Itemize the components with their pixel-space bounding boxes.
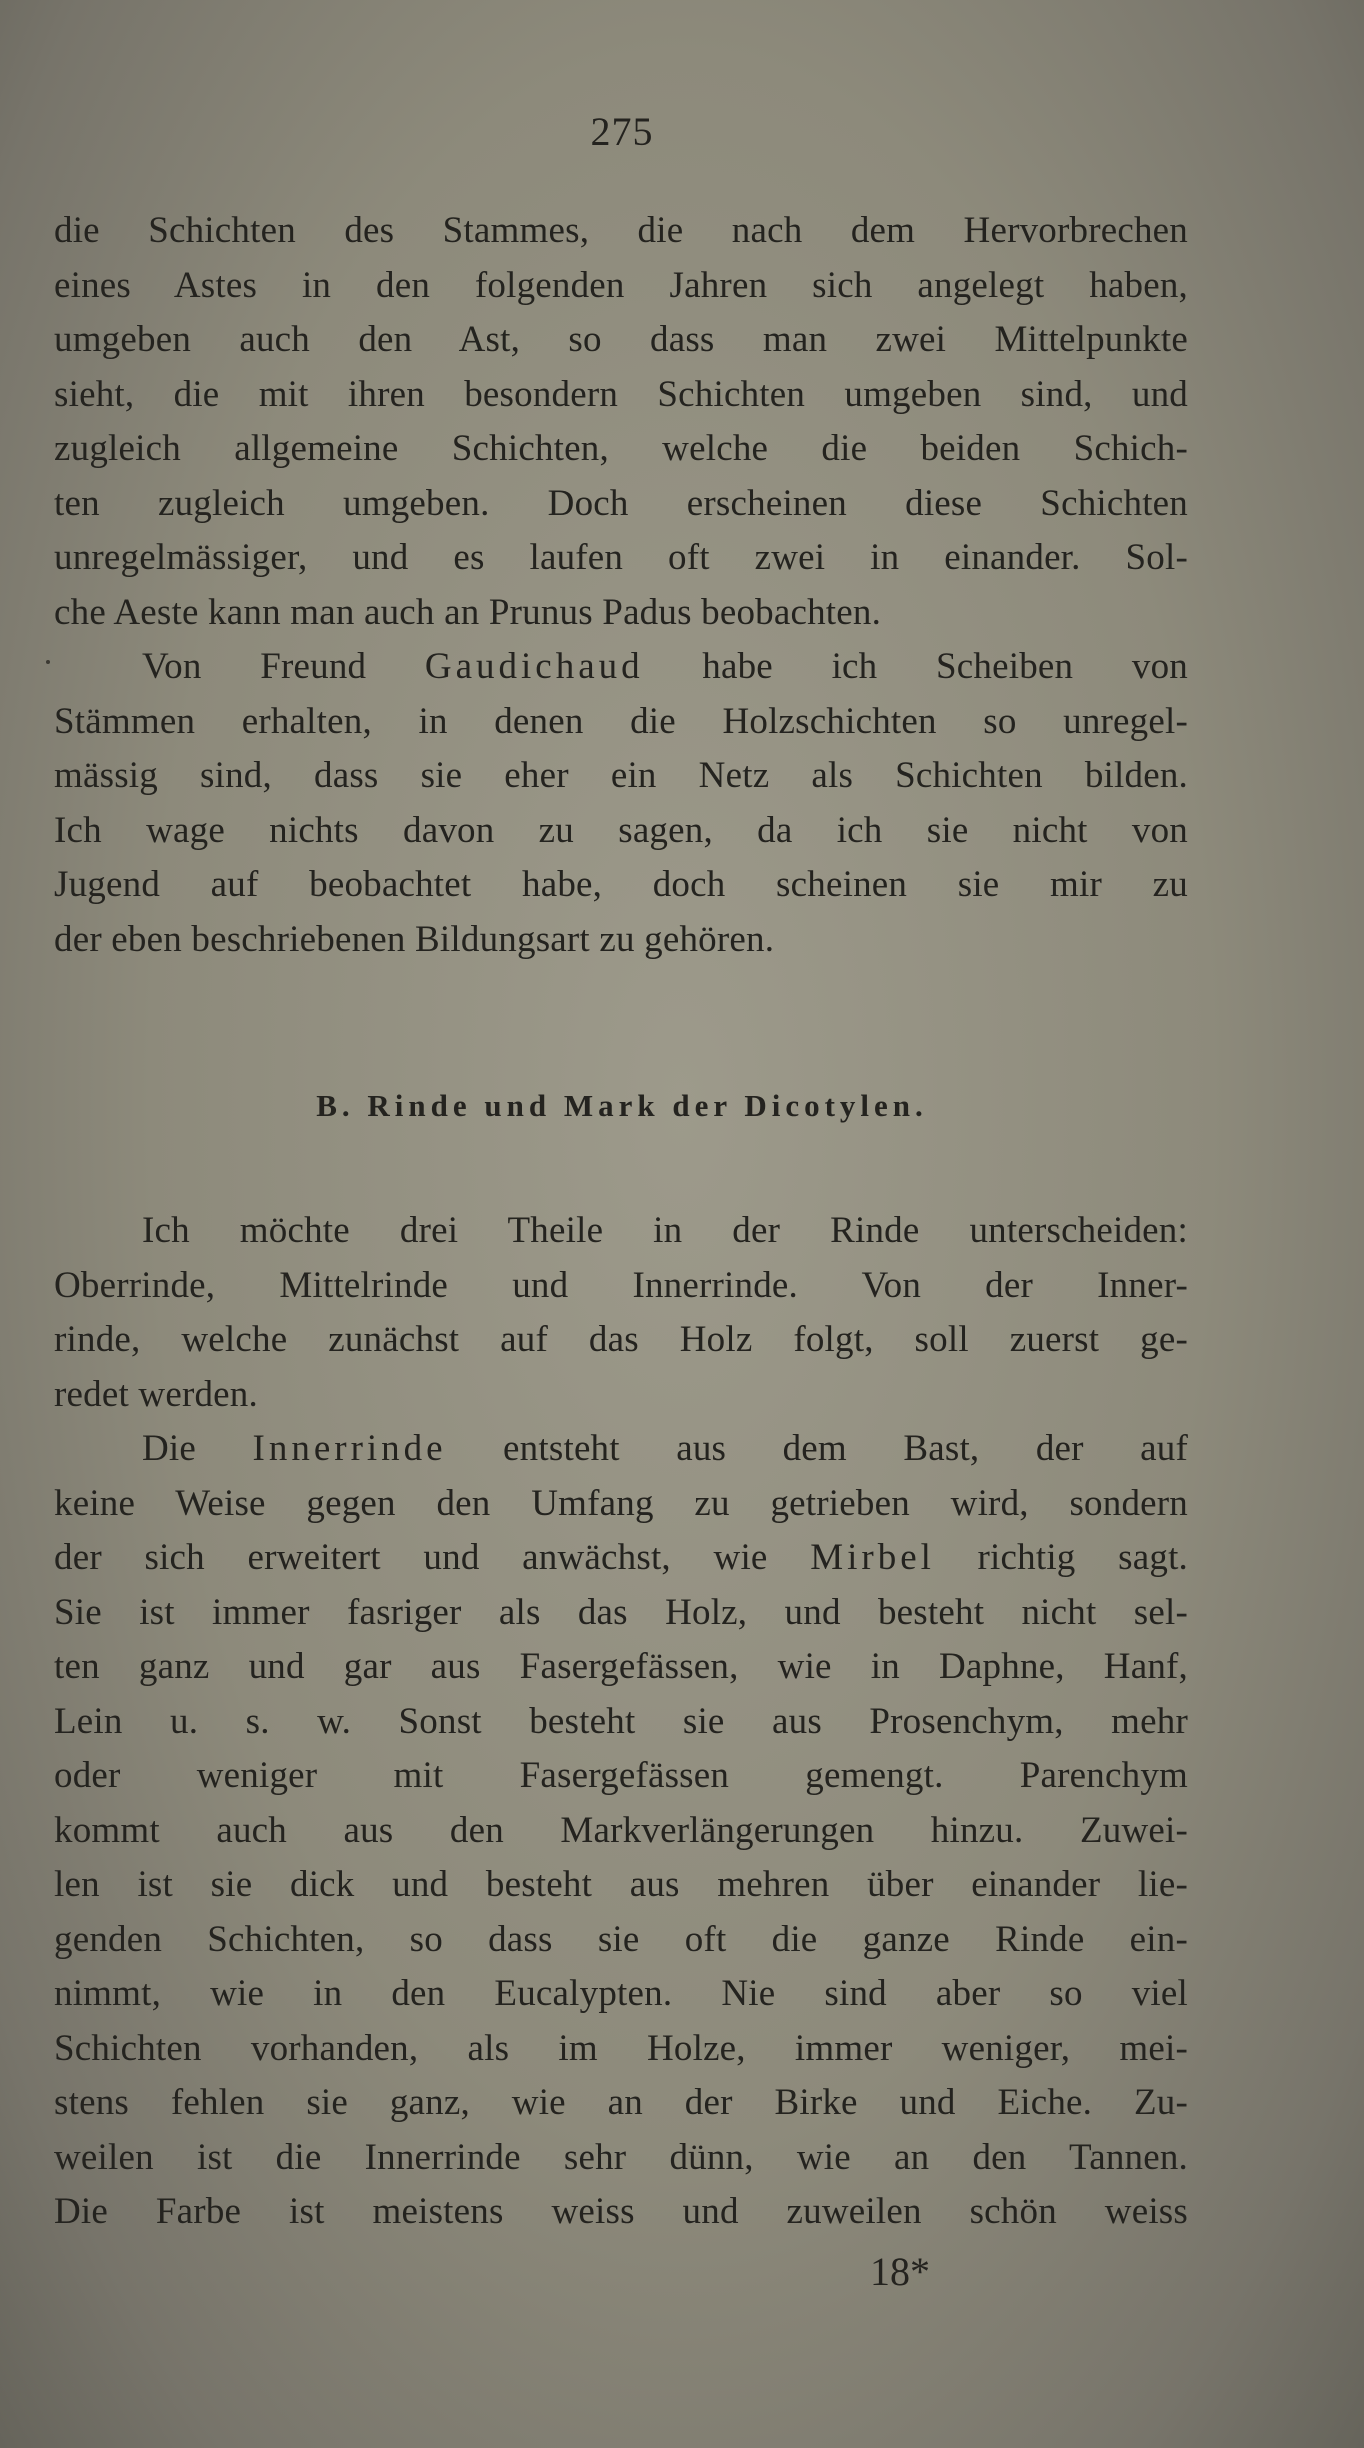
paragraph-4 — [54, 1422, 1188, 2240]
text-line: weilen ist die Innerrinde sehr dünn, wie an den Tannen. — [54, 2136, 1188, 2178]
person-name-mirbel: Mirbel — [810, 1537, 935, 1578]
text-line: mässig sind, dass sie eher ein Netz als Schichten bilden. — [54, 755, 1188, 796]
text-line: len ist sie dick und besteht aus mehren über einander lie- — [54, 1864, 1188, 1905]
text-line: umgeben auch den Ast, so dass man zwei Mittelpunkte — [54, 319, 1188, 360]
text-line: rinde, welche zunächst auf das Holz folgt, soll zuerst ge- — [54, 1319, 1188, 1360]
text-fragment: habe ich Scheiben von — [643, 646, 1188, 687]
text-line: Lein u. s. w. Sonst besteht sie aus Prosenchym, mehr — [54, 1700, 1188, 1742]
text-line: Sie ist immer fasriger als das Holz, und besteht nicht sel- — [54, 1591, 1188, 1633]
signature-mark: 18* — [870, 2249, 930, 2294]
text-fragment: entsteht aus dem Bast, der auf — [446, 1428, 1188, 1469]
text-line: zugleich allgemeine Schichten, welche die beiden Schich- — [54, 428, 1188, 469]
text-line: Ich möchte drei Theile in der Rinde unterscheiden: — [142, 1210, 1188, 1251]
text-line — [54, 640, 1188, 695]
text-line: Ich wage nichts davon zu sagen, da ich sie nicht von — [54, 809, 1188, 851]
text-line: unregelmässiger, und es laufen oft zwei in einander. Sol- — [54, 537, 1188, 578]
paragraph-1 — [54, 204, 1188, 640]
person-name-gaudichaud: Gaudichaud — [424, 646, 644, 687]
text-line: ten zugleich umgeben. Doch erscheinen diese Schichten — [54, 482, 1188, 524]
text-line: redet werden. — [54, 1373, 258, 1415]
text-line: eines Astes in den folgenden Jahren sich angelegt haben, — [54, 264, 1188, 306]
text-line: che Aeste kann man auch an Prunus Padus beobachten. — [54, 591, 882, 633]
text-fragment: Die — [142, 1428, 253, 1469]
text-fragment: richtig sagt. — [934, 1537, 1188, 1578]
text-line: die Schichten des Stammes, die nach dem Hervorbrechen — [54, 210, 1188, 251]
text-line: sieht, die mit ihren besondern Schichten umgeben sind, und — [54, 373, 1188, 415]
text-line: Stämmen erhalten, in denen die Holzschichten so unregel- — [54, 700, 1188, 742]
term-innerrinde: Innerrinde — [252, 1428, 447, 1469]
text-line: keine Weise gegen den Umfang zu getrieben wird, sondern — [54, 1482, 1188, 1524]
text-line: ten ganz und gar aus Fasergefässen, wie in Daphne, Hanf, — [54, 1646, 1188, 1687]
text-line — [54, 1422, 1188, 1477]
paper-speck — [46, 660, 50, 664]
text-line: oder weniger mit Fasergefässen gemengt. Parenchym — [54, 1755, 1188, 1796]
text-fragment: der sich erweitert und anwächst, wie — [54, 1537, 811, 1578]
paragraph-2 — [54, 640, 1188, 967]
text-line: Die Farbe ist meistens weiss und zuweilen schön weiss — [54, 2191, 1188, 2232]
text-fragment: Von Freund — [142, 646, 425, 687]
paragraph-3 — [54, 1204, 1188, 1422]
text-line: Oberrinde, Mittelrinde und Innerrinde. Von der Inner- — [54, 1264, 1188, 1306]
text-line: kommt auch aus den Markverlängerungen hinzu. Zuwei- — [54, 1809, 1188, 1851]
text-line: nimmt, wie in den Eucalypten. Nie sind aber so viel — [54, 1973, 1188, 2014]
page-number: 275 — [590, 109, 654, 154]
text-line: Schichten vorhanden, als im Holze, immer weniger, mei- — [54, 2027, 1188, 2069]
text-line — [54, 1531, 1188, 1586]
section-heading: B. Rinde und Mark der Dicotylen. — [316, 1088, 928, 1123]
text-line: der eben beschriebenen Bildungsart zu gehören. — [54, 918, 775, 960]
text-line: stens fehlen sie ganz, wie an der Birke und Eiche. Zu- — [54, 2082, 1188, 2123]
text-line: Jugend auf beobachtet habe, doch scheinen sie mir zu — [54, 864, 1188, 905]
text-line: genden Schichten, so dass sie oft die ganze Rinde ein- — [54, 1918, 1188, 1960]
